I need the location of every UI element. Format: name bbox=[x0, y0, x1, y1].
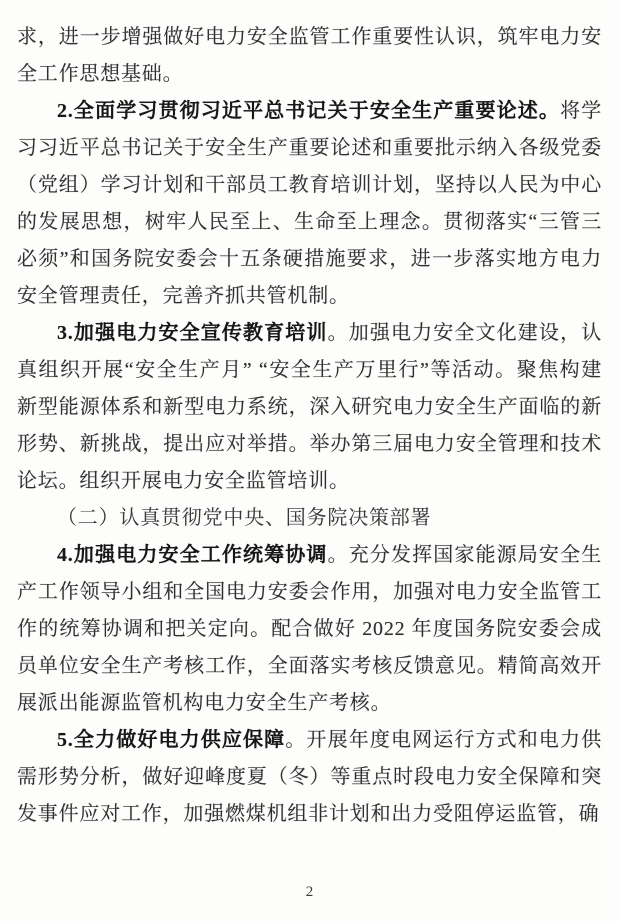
document-body bbox=[17, 19, 602, 833]
section-heading: （二）认真贯彻党中央、国务院决策部署 bbox=[57, 507, 432, 529]
paragraph-item-3 bbox=[17, 315, 602, 500]
paragraph-item-4-lead: 4.加强电力安全工作统筹协调 bbox=[57, 544, 328, 566]
paragraph-item-5-text: 。开展年度电网运行方式和电力供需形势分析，做好迎峰度夏（冬）等重点时段电力安全保障和突发事件应对工作，加强燃煤机组非计划和出力受阻停运监管，确 bbox=[17, 729, 602, 825]
paragraph-item-3-lead: 3.加强电力安全宣传教育培训 bbox=[57, 322, 328, 344]
paragraph-item-4-text: 。充分发挥国家能源局安全生产工作领导小组和全国电力安委会作用，加强对电力安全监管工作的统筹协调和把关定向。配合做好 2022 年度国务院安委会成员单位安全生产考核工作，全面落实考核反馈意见。精简高效开展派出能源监管机构电力安全生产考核。 bbox=[17, 544, 603, 714]
paragraph-item-5 bbox=[17, 722, 602, 833]
page-number: 2 bbox=[305, 884, 314, 900]
paragraph-item-5-lead: 5.全力做好电力供应保障 bbox=[57, 729, 286, 751]
paragraph-item-3-text: 。加强电力安全文化建设，认真组织开展“安全生产月” “安全生产万里行”等活动。聚焦构建新型能源体系和新型电力系统，深入研究电力安全生产面临的新形势、新挑战，提出应对举措。举办第三届电力安全管理和技术论坛。组织开展电力安全监管培训。 bbox=[17, 322, 603, 492]
paragraph-item-2-lead: 2.全面学习贯彻习近平总书记关于安全生产重要论述。 bbox=[57, 100, 561, 122]
paragraph-continuation: 求，进一步增强做好电力安全监管工作重要性认识，筑牢电力安全工作思想基础。 bbox=[17, 26, 602, 85]
paragraph-item-4 bbox=[17, 537, 602, 722]
paragraph-item-2 bbox=[17, 93, 602, 315]
paragraph-item-2-text: 将学习习近平总书记关于安全生产重要论述和重要批示纳入各级党委（党组）学习计划和干部员工教育培训计划，坚持以人民为中心的发展思想，树牢人民至上、生命至上理念。贯彻落实“三管三必须”和国务院安委会十五条硬措施要求，进一步落实地方电力安全管理责任，完善齐抓共管机制。 bbox=[17, 100, 602, 307]
